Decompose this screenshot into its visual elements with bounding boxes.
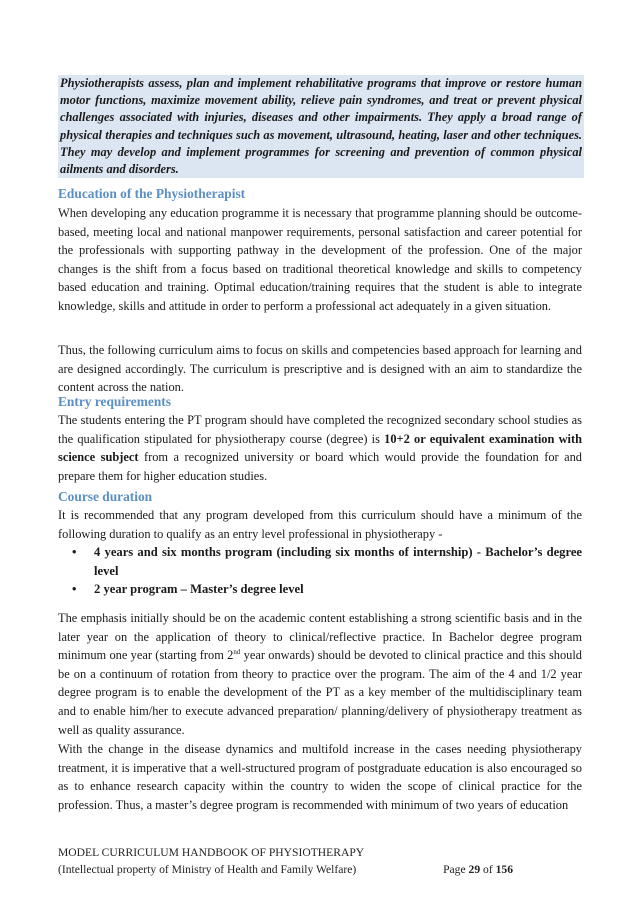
- duration-list: [58, 543, 582, 599]
- current-page: 29: [468, 863, 481, 876]
- education-paragraph-2: Thus, the following curriculum aims to focus on skills and competencies based approach for learning and are designed accordingly. The curriculum is prescriptive and is designed with an aim to standardize the content across the nation.: [58, 343, 582, 395]
- emphasis-text-end: year onwards) should be devoted to clinical practice and this should be on a continuum of rotation from theory to practice over the program. The aim of the 4 and 1/2 year degree program is to enable the development of the PT as a key member of the multidisciplinary team and to enable him/her to execute advanced preparation/ planning/delivery of physiotherapy treatment as well as quality assurance.: [58, 648, 582, 737]
- heading-education: Education of the Physiotherapist: [58, 186, 246, 201]
- total-pages: 156: [495, 863, 513, 876]
- list-item-text: 2 year program – Master’s degree level: [94, 582, 304, 597]
- of-label: of: [483, 863, 493, 876]
- footer-title: MODEL CURRICULUM HANDBOOK OF PHYSIOTHERAPY: [58, 846, 365, 859]
- intro-callout: Physiotherapists assess, plan and implement rehabilitative programs that improve or restore human motor functions, maximize movement ability, relieve pain syndromes, and treat or prevent physical challenges associated with injuries, diseases and other impairments. They apply a broad range of physical therapies and techniques such as movement, ultrasound, heating, laser and other techniques. They may develop and implement programmes for screening and prevention of common physical ailments and disorders.: [58, 75, 584, 178]
- bullet-icon: •: [72, 545, 77, 559]
- education-paragraph-1: When developing any education programme it is necessary that programme planning should be outcome-based, meeting local and national manpower requirements, personal satisfaction and career potential for the professionals with supporting pathway in the development of the profession. One of the major changes is the shift from a focus based on traditional theoretical knowledge and skills to competency based education and training. Optimal education/training requires that the student is able to integrate knowledge, skills and attitude in order to perform a professional act adequately in a given situation.: [58, 206, 582, 313]
- list-item: [72, 580, 582, 599]
- page-label: Page: [443, 863, 466, 876]
- heading-entry-requirements: Entry requirements: [58, 394, 171, 409]
- emphasis-paragraph: [58, 609, 582, 739]
- bullet-icon: •: [72, 582, 77, 597]
- heading-course-duration: Course duration: [58, 489, 153, 504]
- entry-qualification: 10+2 or equivalent examination with science subject: [58, 431, 583, 465]
- entry-text: The students entering the PT program should have completed the recognized secondary school studies as the qualification stipulated for physiotherapy course (degree) is: [58, 413, 582, 446]
- list-item: [72, 543, 582, 580]
- duration-paragraph: It is recommended that any program developed from this curriculum should have a minimum of the following duration to qualify as an entry level professional in physiotherapy -: [58, 508, 582, 541]
- entry-text-end: from a recognized university or board which would provide the foundation for and prepare them for higher education studies.: [58, 450, 583, 483]
- list-item-text: 4 years and six months program (including six months of internship) - Bachelor’s degree level: [94, 545, 582, 578]
- footer-subtitle: (Intellectual property of Ministry of Health and Family Welfare): [58, 863, 357, 876]
- page-number: [443, 863, 513, 876]
- ordinal-suffix: nd: [233, 648, 241, 657]
- emphasis-text: The emphasis initially should be on the academic content establishing a strong scientific basis and in the later year on the application of theory to clinical/reflective practice. In Bachelor degree program minimum one year (starting from 2: [58, 611, 582, 663]
- entry-paragraph: [58, 411, 582, 485]
- postgraduate-paragraph: With the change in the disease dynamics and multifold increase in the cases needing physiotherapy treatment, it is imperative that a well-structured program of postgraduate education is also encouraged so as to enhance research capacity within the country to widen the scope of clinical practice for the profession. Thus, a master’s degree program is recommended with minimum of two years of education: [58, 742, 582, 812]
